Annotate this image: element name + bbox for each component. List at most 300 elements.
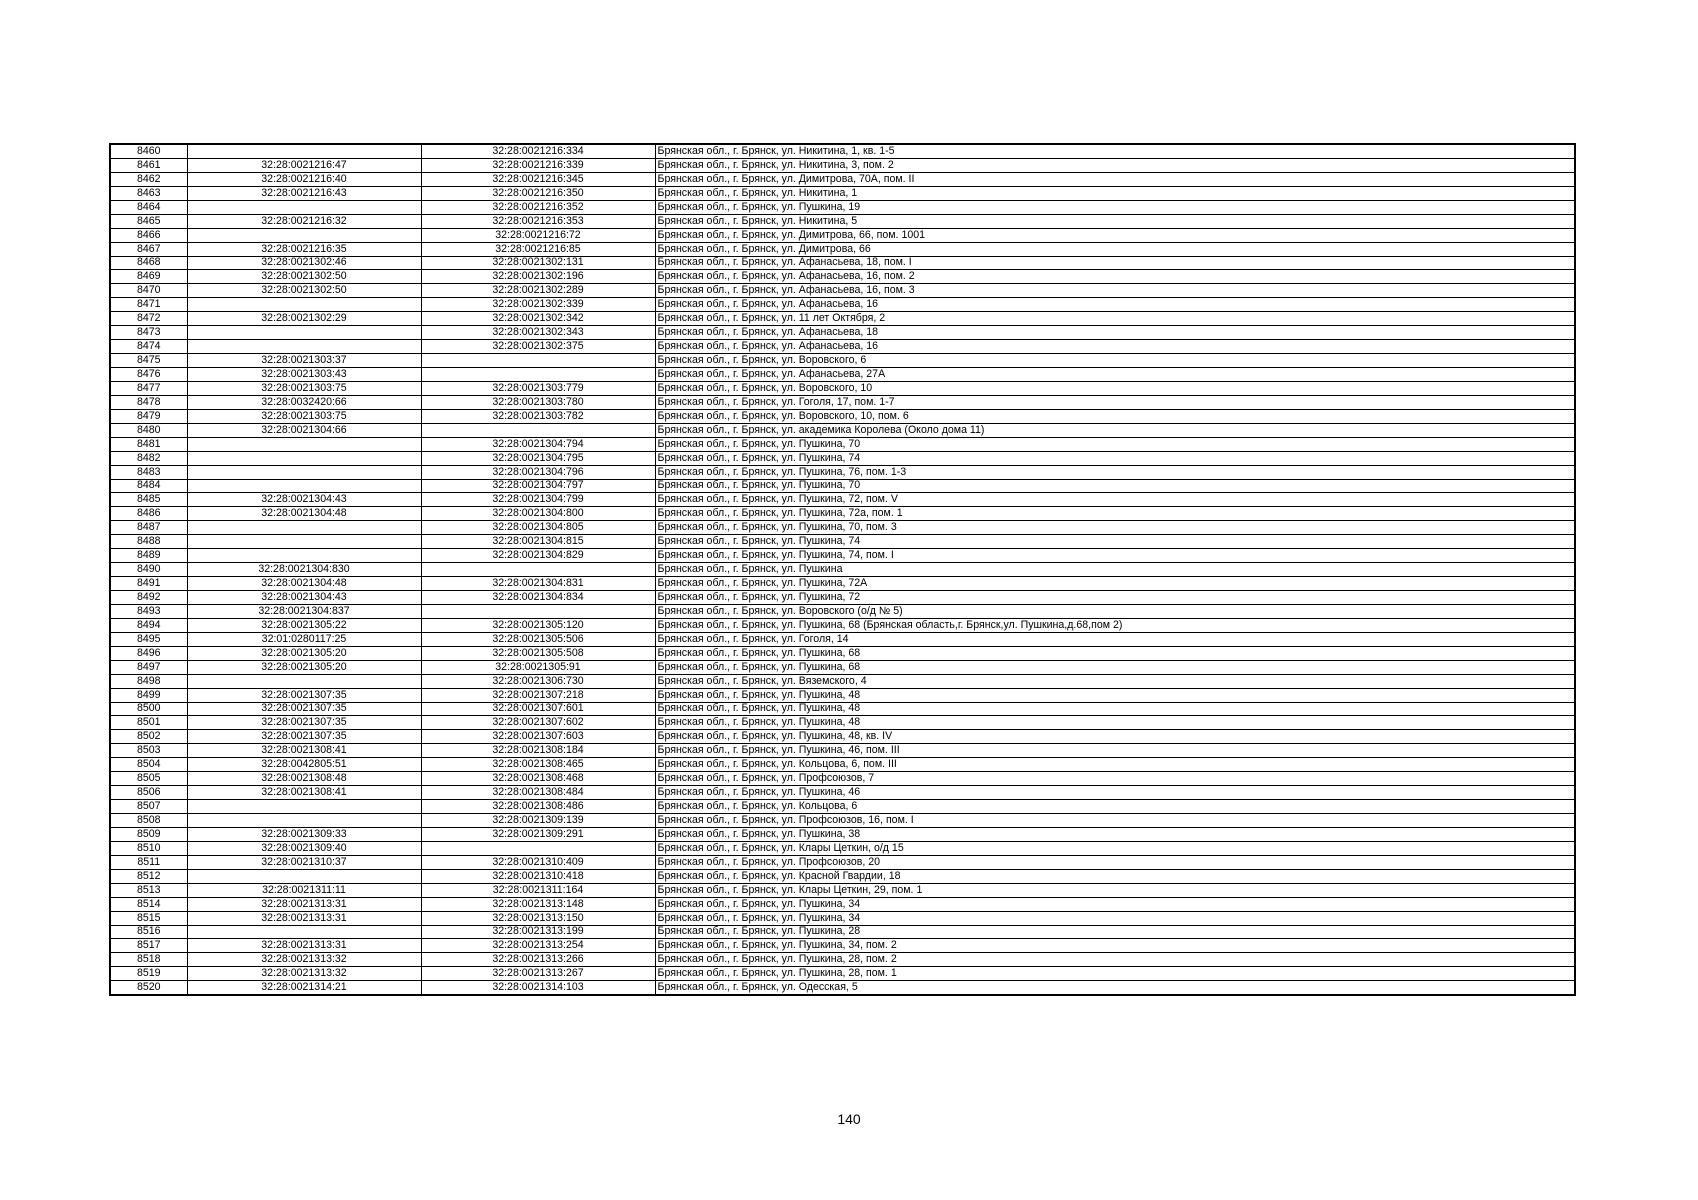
building-cadastral-number-cell	[421, 423, 655, 437]
address-cell: Брянская обл., г. Брянск, ул. Пушкина, 48	[655, 688, 1575, 702]
table-row	[110, 939, 1575, 953]
building-cadastral-number-cell	[421, 841, 655, 855]
cadastral-number-cell	[187, 535, 421, 549]
row-number-cell: 8486	[110, 507, 187, 521]
cadastral-number-cell: 32:28:0021302:50	[187, 270, 421, 284]
building-cadastral-number-cell: 32:28:0021305:120	[421, 618, 655, 632]
address-cell: Брянская обл., г. Брянск, ул. Гоголя, 14	[655, 632, 1575, 646]
cadastral-number-cell: 32:28:0032420:66	[187, 395, 421, 409]
row-number-cell: 8507	[110, 800, 187, 814]
address-cell: Брянская обл., г. Брянск, ул. Пушкина, 38	[655, 827, 1575, 841]
row-number-cell: 8483	[110, 465, 187, 479]
building-cadastral-number-cell: 32:28:0021309:291	[421, 827, 655, 841]
table-row	[110, 855, 1575, 869]
building-cadastral-number-cell: 32:28:0021216:339	[421, 158, 655, 172]
building-cadastral-number-cell: 32:28:0021304:800	[421, 507, 655, 521]
building-cadastral-number-cell: 32:28:0021303:782	[421, 409, 655, 423]
address-cell: Брянская обл., г. Брянск, ул. Профсоюзов, 16, пом. I	[655, 814, 1575, 828]
cadastral-number-cell: 32:28:0021308:48	[187, 772, 421, 786]
row-number-cell: 8512	[110, 869, 187, 883]
table-row	[110, 200, 1575, 214]
row-number-cell: 8503	[110, 744, 187, 758]
address-cell: Брянская обл., г. Брянск, ул. Пушкина, 68	[655, 646, 1575, 660]
cadastral-number-cell: 32:28:0021313:31	[187, 897, 421, 911]
address-cell: Брянская обл., г. Брянск, ул. Пушкина, 48	[655, 716, 1575, 730]
address-cell: Брянская обл., г. Брянск, ул. Пушкина, 70	[655, 479, 1575, 493]
table-row	[110, 409, 1575, 423]
building-cadastral-number-cell: 32:28:0021313:150	[421, 911, 655, 925]
building-cadastral-number-cell: 32:28:0021304:829	[421, 549, 655, 563]
table-row	[110, 381, 1575, 395]
cadastral-number-cell: 32:28:0021303:43	[187, 368, 421, 382]
building-cadastral-number-cell: 32:28:0021216:353	[421, 214, 655, 228]
address-cell: Брянская обл., г. Брянск, ул. Клары Цеткин, 29, пом. 1	[655, 883, 1575, 897]
building-cadastral-number-cell: 32:28:0021304:831	[421, 577, 655, 591]
building-cadastral-number-cell: 32:28:0021216:352	[421, 200, 655, 214]
cadastral-number-cell: 32:28:0021308:41	[187, 744, 421, 758]
table-row	[110, 744, 1575, 758]
cadastral-number-cell	[187, 228, 421, 242]
address-cell: Брянская обл., г. Брянск, ул. Пушкина, 28, пом. 2	[655, 953, 1575, 967]
building-cadastral-number-cell: 32:28:0021216:334	[421, 144, 655, 158]
address-cell: Брянская обл., г. Брянск, ул. Клары Цеткин, о/д 15	[655, 841, 1575, 855]
table-row	[110, 493, 1575, 507]
table-row	[110, 340, 1575, 354]
address-cell: Брянская обл., г. Брянск, ул. Пушкина, 34	[655, 911, 1575, 925]
address-cell: Брянская обл., г. Брянск, ул. Профсоюзов, 7	[655, 772, 1575, 786]
building-cadastral-number-cell: 32:28:0021305:506	[421, 632, 655, 646]
row-number-cell: 8480	[110, 423, 187, 437]
cadastral-number-cell: 32:28:0021302:29	[187, 312, 421, 326]
cadastral-number-cell	[187, 298, 421, 312]
building-cadastral-number-cell: 32:28:0021304:796	[421, 465, 655, 479]
row-number-cell: 8461	[110, 158, 187, 172]
cadastral-number-cell: 32:28:0021313:31	[187, 939, 421, 953]
building-cadastral-number-cell: 32:28:0021314:103	[421, 981, 655, 995]
building-cadastral-number-cell: 32:28:0021306:730	[421, 674, 655, 688]
row-number-cell: 8473	[110, 326, 187, 340]
building-cadastral-number-cell: 32:28:0021307:601	[421, 702, 655, 716]
building-cadastral-number-cell: 32:28:0021304:794	[421, 437, 655, 451]
row-number-cell: 8511	[110, 855, 187, 869]
address-cell: Брянская обл., г. Брянск, ул. Никитина, 1, кв. 1-5	[655, 144, 1575, 158]
row-number-cell: 8481	[110, 437, 187, 451]
table-row	[110, 897, 1575, 911]
address-cell: Брянская обл., г. Брянск, ул. Афанасьева, 16	[655, 340, 1575, 354]
cadastral-number-cell	[187, 465, 421, 479]
address-cell: Брянская обл., г. Брянск, ул. Пушкина, 34	[655, 897, 1575, 911]
table-row	[110, 186, 1575, 200]
row-number-cell: 8474	[110, 340, 187, 354]
table-row	[110, 772, 1575, 786]
address-cell: Брянская обл., г. Брянск, ул. Пушкина, 74	[655, 535, 1575, 549]
table-row	[110, 284, 1575, 298]
row-number-cell: 8471	[110, 298, 187, 312]
address-cell: Брянская обл., г. Брянск, ул. Гоголя, 17, пом. 1-7	[655, 395, 1575, 409]
building-cadastral-number-cell: 32:28:0021310:409	[421, 855, 655, 869]
row-number-cell: 8497	[110, 660, 187, 674]
cadastral-number-cell: 32:28:0021309:40	[187, 841, 421, 855]
address-cell: Брянская обл., г. Брянск, ул. Пушкина, 70	[655, 437, 1575, 451]
cadastral-number-cell: 32:28:0021303:37	[187, 354, 421, 368]
table-row	[110, 242, 1575, 256]
row-number-cell: 8515	[110, 911, 187, 925]
building-cadastral-number-cell: 32:28:0021216:350	[421, 186, 655, 200]
cadastral-number-cell: 32:28:0021309:33	[187, 827, 421, 841]
cadastral-number-cell: 32:28:0021304:43	[187, 493, 421, 507]
address-cell: Брянская обл., г. Брянск, ул. Димитрова, 70А, пом. II	[655, 172, 1575, 186]
row-number-cell: 8520	[110, 981, 187, 995]
building-cadastral-number-cell: 32:28:0021303:779	[421, 381, 655, 395]
table-row	[110, 911, 1575, 925]
cadastral-number-cell: 32:01:0280117:25	[187, 632, 421, 646]
address-cell: Брянская обл., г. Брянск, ул. Димитрова, 66	[655, 242, 1575, 256]
table-row	[110, 688, 1575, 702]
table-body	[110, 144, 1575, 995]
cadastral-number-cell: 32:28:0021307:35	[187, 688, 421, 702]
row-number-cell: 8517	[110, 939, 187, 953]
table-row	[110, 577, 1575, 591]
table-row	[110, 967, 1575, 981]
table-row	[110, 144, 1575, 158]
row-number-cell: 8518	[110, 953, 187, 967]
cadastral-number-cell: 32:28:0021302:46	[187, 256, 421, 270]
row-number-cell: 8509	[110, 827, 187, 841]
building-cadastral-number-cell: 32:28:0021308:465	[421, 758, 655, 772]
table-row	[110, 604, 1575, 618]
table-row	[110, 437, 1575, 451]
table-row	[110, 451, 1575, 465]
address-cell: Брянская обл., г. Брянск, ул. Никитина, 5	[655, 214, 1575, 228]
cadastral-number-cell	[187, 451, 421, 465]
address-cell: Брянская обл., г. Брянск, ул. Пушкина, 70, пом. 3	[655, 521, 1575, 535]
table-row	[110, 674, 1575, 688]
row-number-cell: 8498	[110, 674, 187, 688]
table-row	[110, 702, 1575, 716]
address-cell: Брянская обл., г. Брянск, ул. Афанасьева, 16	[655, 298, 1575, 312]
table-row	[110, 256, 1575, 270]
table-row	[110, 312, 1575, 326]
row-number-cell: 8482	[110, 451, 187, 465]
row-number-cell: 8463	[110, 186, 187, 200]
row-number-cell: 8508	[110, 814, 187, 828]
table-row	[110, 591, 1575, 605]
address-cell: Брянская обл., г. Брянск, ул. Пушкина, 72а, пом. 1	[655, 507, 1575, 521]
address-cell: Брянская обл., г. Брянск, ул. Воровского (о/д № 5)	[655, 604, 1575, 618]
row-number-cell: 8514	[110, 897, 187, 911]
cadastral-number-cell: 32:28:0021313:32	[187, 953, 421, 967]
address-cell: Брянская обл., г. Брянск, ул. Красной Гвардии, 18	[655, 869, 1575, 883]
cadastral-number-cell: 32:28:0021305:22	[187, 618, 421, 632]
table-row	[110, 521, 1575, 535]
address-cell: Брянская обл., г. Брянск, ул. Афанасьева, 18, пом. I	[655, 256, 1575, 270]
row-number-cell: 8477	[110, 381, 187, 395]
address-cell: Брянская обл., г. Брянск, ул. Воровского, 10	[655, 381, 1575, 395]
address-cell: Брянская обл., г. Брянск, ул. Пушкина, 74, пом. I	[655, 549, 1575, 563]
address-cell: Брянская обл., г. Брянск, ул. Пушкина, 74	[655, 451, 1575, 465]
building-cadastral-number-cell: 32:28:0021302:375	[421, 340, 655, 354]
row-number-cell: 8501	[110, 716, 187, 730]
cadastral-number-cell: 32:28:0021304:43	[187, 591, 421, 605]
building-cadastral-number-cell: 32:28:0021308:468	[421, 772, 655, 786]
table-row	[110, 423, 1575, 437]
row-number-cell: 8502	[110, 730, 187, 744]
building-cadastral-number-cell: 32:28:0021313:199	[421, 925, 655, 939]
row-number-cell: 8500	[110, 702, 187, 716]
building-cadastral-number-cell: 32:28:0021307:218	[421, 688, 655, 702]
cadastral-number-cell: 32:28:0021314:21	[187, 981, 421, 995]
cadastral-number-cell: 32:28:0021216:32	[187, 214, 421, 228]
table-row	[110, 925, 1575, 939]
table-row	[110, 354, 1575, 368]
address-cell: Брянская обл., г. Брянск, ул. Пушкина, 48, кв. IV	[655, 730, 1575, 744]
address-cell: Брянская обл., г. Брянск, ул. Никитина, 3, пом. 2	[655, 158, 1575, 172]
row-number-cell: 8472	[110, 312, 187, 326]
row-number-cell: 8513	[110, 883, 187, 897]
table-row	[110, 549, 1575, 563]
cadastral-number-cell: 32:28:0021311:11	[187, 883, 421, 897]
table-row	[110, 800, 1575, 814]
table-row	[110, 298, 1575, 312]
page-number: 140	[837, 1111, 861, 1127]
cadastral-number-cell: 32:28:0021304:66	[187, 423, 421, 437]
cadastral-number-cell: 32:28:0021307:35	[187, 730, 421, 744]
row-number-cell: 8464	[110, 200, 187, 214]
building-cadastral-number-cell: 32:28:0021307:603	[421, 730, 655, 744]
address-cell: Брянская обл., г. Брянск, ул. Пушкина, 68	[655, 660, 1575, 674]
address-cell: Брянская обл., г. Брянск, ул. Пушкина, 46	[655, 786, 1575, 800]
address-cell: Брянская обл., г. Брянск, ул. Воровского, 10, пом. 6	[655, 409, 1575, 423]
building-cadastral-number-cell: 32:28:0021313:148	[421, 897, 655, 911]
building-cadastral-number-cell: 32:28:0021305:91	[421, 660, 655, 674]
building-cadastral-number-cell: 32:28:0021304:795	[421, 451, 655, 465]
row-number-cell: 8476	[110, 368, 187, 382]
cadastral-number-cell: 32:28:0021313:32	[187, 967, 421, 981]
building-cadastral-number-cell: 32:28:0021308:484	[421, 786, 655, 800]
building-cadastral-number-cell: 32:28:0021302:342	[421, 312, 655, 326]
building-cadastral-number-cell: 32:28:0021309:139	[421, 814, 655, 828]
table-row	[110, 618, 1575, 632]
row-number-cell: 8492	[110, 591, 187, 605]
address-cell: Брянская обл., г. Брянск, ул. Никитина, 1	[655, 186, 1575, 200]
table-row	[110, 716, 1575, 730]
row-number-cell: 8484	[110, 479, 187, 493]
cadastral-number-cell	[187, 800, 421, 814]
address-cell: Брянская обл., г. Брянск, ул. Пушкина	[655, 563, 1575, 577]
cadastral-number-cell	[187, 814, 421, 828]
row-number-cell: 8491	[110, 577, 187, 591]
table-row	[110, 465, 1575, 479]
building-cadastral-number-cell: 32:28:0021313:266	[421, 953, 655, 967]
address-cell: Брянская обл., г. Брянск, ул. Пушкина, 34, пом. 2	[655, 939, 1575, 953]
cadastral-number-cell: 32:28:0021308:41	[187, 786, 421, 800]
row-number-cell: 8493	[110, 604, 187, 618]
cadastral-number-cell: 32:28:0021304:48	[187, 577, 421, 591]
table-row	[110, 646, 1575, 660]
table-row	[110, 158, 1575, 172]
address-cell: Брянская обл., г. Брянск, ул. Воровского, 6	[655, 354, 1575, 368]
row-number-cell: 8479	[110, 409, 187, 423]
table-row	[110, 395, 1575, 409]
table-row	[110, 326, 1575, 340]
cadastral-number-cell: 32:28:0021216:43	[187, 186, 421, 200]
row-number-cell: 8478	[110, 395, 187, 409]
table-row	[110, 270, 1575, 284]
cadastral-number-cell	[187, 869, 421, 883]
cadastral-number-cell	[187, 340, 421, 354]
address-cell: Брянская обл., г. Брянск, ул. 11 лет Октября, 2	[655, 312, 1575, 326]
row-number-cell: 8475	[110, 354, 187, 368]
cadastral-number-cell: 32:28:0021307:35	[187, 716, 421, 730]
cadastral-number-cell	[187, 674, 421, 688]
row-number-cell: 8462	[110, 172, 187, 186]
row-number-cell: 8488	[110, 535, 187, 549]
cadastral-number-cell: 32:28:0021303:75	[187, 409, 421, 423]
row-number-cell: 8468	[110, 256, 187, 270]
address-cell: Брянская обл., г. Брянск, ул. Пушкина, 28	[655, 925, 1575, 939]
building-cadastral-number-cell: 32:28:0021304:805	[421, 521, 655, 535]
building-cadastral-number-cell: 32:28:0021304:797	[421, 479, 655, 493]
building-cadastral-number-cell: 32:28:0021311:164	[421, 883, 655, 897]
address-cell: Брянская обл., г. Брянск, ул. Афанасьева, 18	[655, 326, 1575, 340]
address-cell: Брянская обл., г. Брянск, ул. Пушкина, 46, пом. III	[655, 744, 1575, 758]
row-number-cell: 8496	[110, 646, 187, 660]
row-number-cell: 8495	[110, 632, 187, 646]
address-cell: Брянская обл., г. Брянск, ул. Вяземского, 4	[655, 674, 1575, 688]
building-cadastral-number-cell: 32:28:0021308:486	[421, 800, 655, 814]
cadastral-number-cell: 32:28:0021307:35	[187, 702, 421, 716]
cadastral-number-cell	[187, 144, 421, 158]
address-cell: Брянская обл., г. Брянск, ул. Афанасьева, 16, пом. 3	[655, 284, 1575, 298]
building-cadastral-number-cell: 32:28:0021302:131	[421, 256, 655, 270]
cadastral-number-cell: 32:28:0021310:37	[187, 855, 421, 869]
table-row	[110, 786, 1575, 800]
table-row	[110, 814, 1575, 828]
building-cadastral-number-cell: 32:28:0021302:289	[421, 284, 655, 298]
cadastral-number-cell	[187, 326, 421, 340]
row-number-cell: 8466	[110, 228, 187, 242]
row-number-cell: 8519	[110, 967, 187, 981]
table-row	[110, 507, 1575, 521]
address-cell: Брянская обл., г. Брянск, ул. Одесская, 5	[655, 981, 1575, 995]
address-cell: Брянская обл., г. Брянск, ул. Пушкина, 48	[655, 702, 1575, 716]
cadastral-number-cell: 32:28:0021313:31	[187, 911, 421, 925]
building-cadastral-number-cell: 32:28:0021313:254	[421, 939, 655, 953]
address-cell: Брянская обл., г. Брянск, ул. Пушкина, 72	[655, 591, 1575, 605]
row-number-cell: 8485	[110, 493, 187, 507]
building-cadastral-number-cell: 32:28:0021308:184	[421, 744, 655, 758]
cadastral-number-cell: 32:28:0021303:75	[187, 381, 421, 395]
building-cadastral-number-cell	[421, 354, 655, 368]
table-row	[110, 660, 1575, 674]
table-row	[110, 758, 1575, 772]
row-number-cell: 8489	[110, 549, 187, 563]
table-row	[110, 632, 1575, 646]
address-cell: Брянская обл., г. Брянск, ул. Кольцова, 6	[655, 800, 1575, 814]
table-row	[110, 883, 1575, 897]
table-row	[110, 214, 1575, 228]
cadastral-number-cell: 32:28:0021304:48	[187, 507, 421, 521]
address-cell: Брянская обл., г. Брянск, ул. Димитрова, 66, пом. 1001	[655, 228, 1575, 242]
address-cell: Брянская обл., г. Брянск, ул. Пушкина, 68 (Брянская область,г. Брянск,ул. Пушкина,д.68,пом 2)	[655, 618, 1575, 632]
row-number-cell: 8470	[110, 284, 187, 298]
table-row	[110, 172, 1575, 186]
building-cadastral-number-cell: 32:28:0021216:72	[421, 228, 655, 242]
address-cell: Брянская обл., г. Брянск, ул. Пушкина, 72, пом. V	[655, 493, 1575, 507]
property-table	[109, 143, 1576, 996]
cadastral-number-cell: 32:28:0021304:830	[187, 563, 421, 577]
address-cell: Брянская обл., г. Брянск, ул. Афанасьева, 27А	[655, 368, 1575, 382]
cadastral-number-cell: 32:28:0021302:50	[187, 284, 421, 298]
table-row	[110, 228, 1575, 242]
address-cell: Брянская обл., г. Брянск, ул. Пушкина, 72А	[655, 577, 1575, 591]
row-number-cell: 8505	[110, 772, 187, 786]
cadastral-number-cell	[187, 479, 421, 493]
building-cadastral-number-cell: 32:28:0021307:602	[421, 716, 655, 730]
building-cadastral-number-cell: 32:28:0021305:508	[421, 646, 655, 660]
cadastral-number-cell: 32:28:0021305:20	[187, 660, 421, 674]
building-cadastral-number-cell: 32:28:0021216:85	[421, 242, 655, 256]
row-number-cell: 8487	[110, 521, 187, 535]
row-number-cell: 8467	[110, 242, 187, 256]
cadastral-number-cell: 32:28:0021216:35	[187, 242, 421, 256]
row-number-cell: 8465	[110, 214, 187, 228]
table-row	[110, 479, 1575, 493]
row-number-cell: 8460	[110, 144, 187, 158]
building-cadastral-number-cell: 32:28:0021304:834	[421, 591, 655, 605]
cadastral-number-cell: 32:28:0021216:47	[187, 158, 421, 172]
address-cell: Брянская обл., г. Брянск, ул. Кольцова, 6, пом. III	[655, 758, 1575, 772]
building-cadastral-number-cell	[421, 604, 655, 618]
cadastral-number-cell: 32:28:0021305:20	[187, 646, 421, 660]
cadastral-number-cell	[187, 437, 421, 451]
address-cell: Брянская обл., г. Брянск, ул. Пушкина, 76, пом. 1-3	[655, 465, 1575, 479]
building-cadastral-number-cell: 32:28:0021302:196	[421, 270, 655, 284]
table-row	[110, 730, 1575, 744]
building-cadastral-number-cell: 32:28:0021302:339	[421, 298, 655, 312]
row-number-cell: 8506	[110, 786, 187, 800]
table-row	[110, 535, 1575, 549]
table-row	[110, 368, 1575, 382]
table-row	[110, 869, 1575, 883]
cadastral-number-cell: 32:28:0042805:51	[187, 758, 421, 772]
address-cell: Брянская обл., г. Брянск, ул. Афанасьева, 16, пом. 2	[655, 270, 1575, 284]
building-cadastral-number-cell	[421, 563, 655, 577]
row-number-cell: 8494	[110, 618, 187, 632]
cadastral-number-cell: 32:28:0021216:40	[187, 172, 421, 186]
cadastral-number-cell: 32:28:0021304:837	[187, 604, 421, 618]
row-number-cell: 8510	[110, 841, 187, 855]
table-row	[110, 563, 1575, 577]
table-row	[110, 827, 1575, 841]
address-cell: Брянская обл., г. Брянск, ул. Пушкина, 19	[655, 200, 1575, 214]
building-cadastral-number-cell: 32:28:0021216:345	[421, 172, 655, 186]
row-number-cell: 8499	[110, 688, 187, 702]
building-cadastral-number-cell: 32:28:0021313:267	[421, 967, 655, 981]
cadastral-number-cell	[187, 549, 421, 563]
cadastral-number-cell	[187, 200, 421, 214]
row-number-cell: 8504	[110, 758, 187, 772]
row-number-cell: 8516	[110, 925, 187, 939]
address-cell: Брянская обл., г. Брянск, ул. Профсоюзов, 20	[655, 855, 1575, 869]
address-cell: Брянская обл., г. Брянск, ул. академика Королева (Около дома 11)	[655, 423, 1575, 437]
row-number-cell: 8469	[110, 270, 187, 284]
building-cadastral-number-cell	[421, 368, 655, 382]
building-cadastral-number-cell: 32:28:0021302:343	[421, 326, 655, 340]
building-cadastral-number-cell: 32:28:0021303:780	[421, 395, 655, 409]
table-row	[110, 953, 1575, 967]
cadastral-number-cell	[187, 925, 421, 939]
